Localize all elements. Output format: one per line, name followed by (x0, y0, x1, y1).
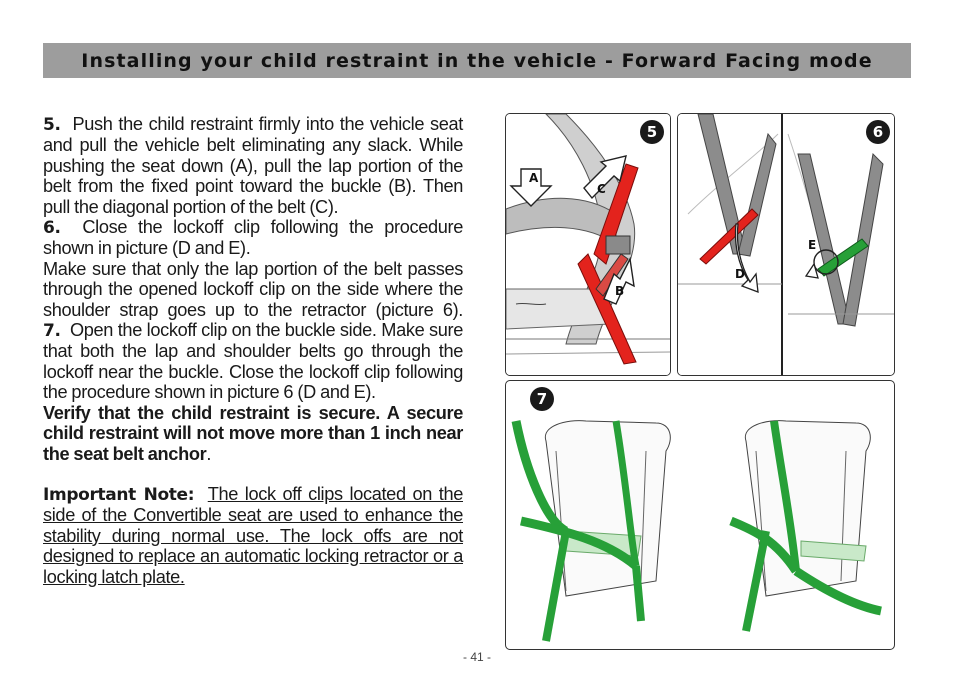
step-6-paragraph (43, 217, 463, 259)
verify-end: . (206, 443, 212, 464)
step-7-number: 7. (43, 321, 61, 342)
important-note-text: The lock off clips located on the side of the Convertible seat are used to enhance the stability during normal use. The lock offs are not designed to replace an automatic locking retractor or a locking latch plate. (43, 483, 463, 587)
figure-5-label-a: A (529, 171, 539, 185)
step-5-paragraph (43, 114, 463, 217)
figure-5-badge: 5 (640, 120, 664, 144)
figure-7-panel (505, 380, 895, 650)
figure-5-label-b: B (615, 284, 625, 298)
figure-6-illustration (678, 114, 894, 375)
step-7-paragraph (43, 320, 463, 403)
figure-7-badge: 7 (530, 387, 554, 411)
step-6-paragraph-2: Make sure that only the lap portion of the belt passes through the opened lockoff clip on the side where the shoulder strap goes up to the retractor (picture 6). (43, 258, 463, 320)
step-5-text: Push the child restraint firmly into the vehicle seat and pull the vehicle belt eliminating any slack. While pushing the seat down (A), pull the lap portion of the belt from the fixed point toward the buckle (B). Then pull the diagonal portion of the belt (C). (43, 114, 464, 217)
verify-bold-text: Verify that the child restraint is secure. A secure child restraint will not move more than 1 inch near the seat belt anchor (43, 402, 463, 464)
section-title: Installing your child restraint in the vehicle - Forward Facing mode (81, 49, 873, 72)
figure-7-illustration (506, 381, 894, 649)
figure-5-panel (505, 113, 671, 376)
figure-5-illustration (506, 114, 670, 375)
figure-6-badge: 6 (866, 120, 890, 144)
step-7-text: Open the lockoff clip on the buckle side. Make sure that both the lap and shoulder belts go through the lockoff near the buckle. Close the lockoff clip following the procedure shown in picture 6 (D and E). (43, 320, 463, 403)
step-6-text: Close the lockoff clip following the procedure shown in picture (D and E). (43, 217, 464, 259)
figure-6-label-e: E (808, 238, 817, 252)
important-note-paragraph (43, 484, 463, 587)
important-note-label: Important Note: (43, 484, 195, 505)
step-5-number: 5. (43, 115, 61, 135)
paragraph-gap (43, 464, 463, 484)
figure-6-panel (677, 113, 895, 376)
instructions-column (43, 114, 463, 587)
section-header-bar (43, 43, 911, 78)
figure-6-label-d: D (735, 267, 745, 281)
verify-paragraph (43, 403, 463, 464)
page-number: - 41 - (462, 650, 491, 664)
figure-5-label-c: C (597, 182, 606, 196)
step-6-number: 6. (43, 218, 61, 239)
